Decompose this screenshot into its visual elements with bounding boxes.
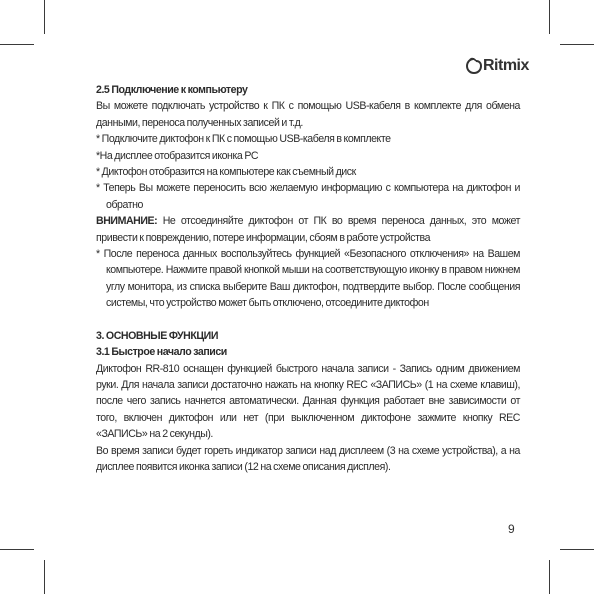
crop-mark — [0, 44, 34, 45]
crop-mark — [44, 0, 45, 34]
spacer — [96, 312, 520, 328]
page-number: 9 — [508, 522, 515, 536]
list-item: * Диктофон отобразится на компьютере как съемный диск — [96, 166, 356, 179]
ritmix-swirl-icon — [466, 57, 482, 75]
crop-mark — [549, 560, 550, 594]
logo-text: Ritmix — [483, 57, 529, 74]
crop-mark — [560, 549, 594, 550]
crop-mark — [549, 0, 550, 34]
section-heading: 3. ОСНОВНЫЕ ФУНКЦИИ — [96, 329, 219, 342]
list-item: * Подключите диктофон к ПК с помощью USB-кабеля в комплекте — [96, 133, 391, 146]
list-item: * Теперь Вы можете переносить всю желаемую информацию с компьютера на диктофон и обратно — [96, 182, 520, 211]
subsection-heading: 3.1 Быстрое начало записи — [96, 346, 227, 359]
list-item: *На дисплее отобразится иконка PC — [96, 149, 259, 162]
warning — [96, 213, 520, 246]
body-text — [96, 82, 520, 475]
paragraph: Во время записи будет гореть индикатор записи над дисплеем (3 на схеме устройства), а на дисплее появится иконка записи (12 на схеме описания дисплея). — [96, 444, 520, 473]
paragraph: Вы можете подключать устройство к ПК с помощью USB-кабеля в комплекте для обмена данными, переноса полученных записей и т.д. — [96, 100, 520, 129]
warning-text: Не отсоединяйте диктофон от ПК во время переноса данных, это может привести к повреждению, потере информации, сбоям в работе устройства — [96, 215, 520, 244]
list-item: * После переноса данных воспользуйтесь функцией «Безопасного отключения» на Вашем компьютере. Нажмите правой кнопкой мыши на соответствующую иконку в правом нижнем углу монитора, из списка выберите Ваш диктофон, подтвердите выбор. После сообщения системы, что устройство может быть отключено, отсоедините диктофон — [96, 248, 520, 310]
warning-label: ВНИМАНИЕ: — [96, 215, 158, 228]
crop-mark — [560, 44, 594, 45]
ritmix-logo — [466, 56, 529, 76]
paragraph: Диктофон RR-810 оснащен функцией быстрого начала записи - Запись одним движением руки. Для начала записи достаточно нажать на кнопку REC «ЗАПИСЬ» (1 на схеме клавиш), после чего запись начнется автоматически. Данная функция работает вне зависимости от того, включен диктофон или нет (при выключенном диктофоне зажмите кнопку REC «ЗАПИСЬ» на 2 секунды). — [96, 362, 520, 441]
crop-mark — [0, 549, 34, 550]
section-heading: 2.5 Подключение к компьютеру — [96, 84, 248, 96]
crop-mark — [44, 560, 45, 594]
